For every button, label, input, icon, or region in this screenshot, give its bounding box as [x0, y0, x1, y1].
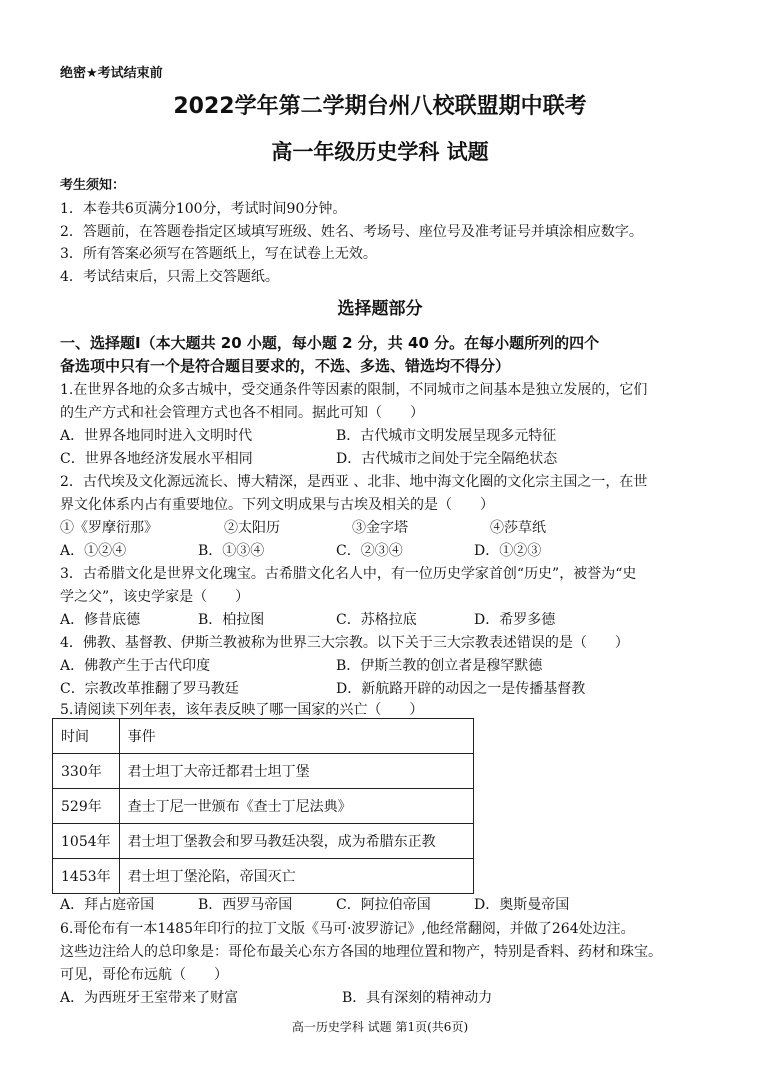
q5-option-a: A．拜占庭帝国 [60, 897, 155, 913]
q2-item-2: ②太阳历 [224, 520, 280, 536]
table-cell-event: 君士坦丁堡沦陷，帝国灭亡 [119, 859, 473, 894]
q2-item-3: ③金字塔 [352, 520, 408, 536]
q4-option-d: D．新航路开辟的动因之一是传播基督教 [336, 681, 586, 697]
q4-option-b: B．伊斯兰教的创立者是穆罕默德 [336, 658, 543, 674]
table-header-event: 事件 [119, 719, 473, 754]
q5-stem: 5.请阅读下列年表，该年表反映了哪一国家的兴亡（ ） [60, 702, 424, 718]
q2-item-4: ④莎草纸 [490, 520, 546, 536]
q6-option-b: B．具有深刻的精神动力 [342, 990, 493, 1006]
table-row [53, 824, 474, 859]
notice-item: 3．所有答案必须写在答题纸上，写在试卷上无效。 [60, 246, 377, 262]
confidential-label: 绝密★考试结束前 [60, 66, 163, 81]
table-row [53, 789, 474, 824]
q5-chronology-table [52, 718, 474, 894]
table-cell-year: 529年 [53, 789, 120, 824]
q1-option-d: D．古代城市之间处于完全隔绝状态 [336, 451, 558, 467]
q3-option-c: C．苏格拉底 [336, 612, 417, 628]
q6-stem-line3: 可见，哥伦布远航（ ） [60, 967, 228, 983]
table-cell-event: 查士丁尼一世颁布《查士丁尼法典》 [119, 789, 473, 824]
notice-heading: 考生须知： [60, 178, 126, 193]
q1-option-b: B．古代城市文明发展呈现多元特征 [336, 428, 557, 444]
q6-stem-line2: 这些边注给人的总印象是：哥伦布最关心东方各国的地理位置和物产，特别是香料、药材和珠宝。 [60, 944, 662, 960]
q1-stem-line2: 的生产方式和社会管理方式也各不相同。据此可知（ ） [60, 405, 424, 421]
q3-option-d: D．希罗多德 [474, 612, 556, 628]
q3-stem-line2: 学之父”，该史学家是（ ） [60, 589, 250, 605]
q5-option-b: B．西罗马帝国 [198, 897, 293, 913]
section-title: 选择题部分 [337, 299, 423, 319]
section-instructions-line1: 一、选择题Ⅰ（本大题共 20 小题，每小题 2 分，共 40 分。在每小题所列的四个 [60, 334, 600, 352]
table-row [53, 754, 474, 789]
section-instructions-line2: 备选项中只有一个是符合题目要求的，不选、多选、错选均不得分） [60, 357, 511, 375]
table-header-row [53, 719, 474, 754]
exam-title: 2022学年第二学期台州八校联盟期中联考 [173, 94, 587, 119]
table-cell-event: 君士坦丁堡教会和罗马教廷决裂，成为希腊东正教 [119, 824, 473, 859]
q3-stem-line1: 3．古希腊文化是世界文化瑰宝。古希腊文化名人中，有一位历史学家首创“历史”，被誉为“史 [60, 566, 637, 582]
q2-option-a: A．①②④ [60, 543, 127, 559]
table-cell-year: 330年 [53, 754, 120, 789]
notice-item: 2．答题前，在答题卷指定区域填写班级、姓名、考场号、座位号及准考证号并填涂相应数字。 [60, 224, 643, 240]
table-cell-event: 君士坦丁大帝迁都君士坦丁堡 [119, 754, 473, 789]
q2-option-d: D．①②③ [474, 543, 542, 559]
q4-option-a: A．佛教产生于古代印度 [60, 658, 211, 674]
q2-item-1: ①《罗摩衍那》 [60, 520, 158, 536]
q1-stem-line1: 1.在世界各地的众多古城中，受交通条件等因素的限制，不同城市之间基本是独立发展的，它们 [60, 382, 648, 398]
q1-option-c: C．世界各地经济发展水平相同 [60, 451, 253, 467]
q2-stem-line2: 界文化体系内占有重要地位。下列文明成果与古埃及相关的是（ ） [60, 497, 494, 513]
q2-stem-line1: 2．古代埃及文化源远流长、博大精深，是西亚 、北非、地中海文化圈的文化宗主国之一，在世 [60, 474, 648, 490]
exam-subtitle: 高一年级历史学科 试题 [271, 140, 489, 164]
q4-option-c: C．宗教改革推翻了罗马教廷 [60, 681, 239, 697]
q2-option-c: C．②③④ [336, 543, 403, 559]
q5-option-d: D．奥斯曼帝国 [474, 897, 570, 913]
q2-option-b: B．①③④ [198, 543, 265, 559]
q4-stem: 4．佛教、基督教、伊斯兰教被称为世界三大宗教。以下关于三大宗教表述错误的是（ ） [60, 635, 629, 651]
q6-option-a: A．为西班牙王室带来了财富 [60, 990, 239, 1006]
q6-stem-line1: 6.哥伦布有一本1485年印行的拉丁文版《马可·波罗游记》,他经常翻阅，并做了264处边注。 [60, 921, 635, 937]
q3-option-a: A．修昔底德 [60, 612, 141, 628]
q5-option-c: C．阿拉伯帝国 [336, 897, 431, 913]
table-cell-year: 1453年 [53, 859, 120, 894]
table-header-time: 时间 [53, 719, 120, 754]
table-row [53, 859, 474, 894]
notice-item: 4．考试结束后，只需上交答题纸。 [60, 269, 279, 285]
q1-option-a: A．世界各地同时进入文明时代 [60, 428, 253, 444]
q3-option-b: B．柏拉图 [198, 612, 265, 628]
page-footer: 高一历史学科 试题 第1页(共6页) [291, 1020, 469, 1034]
notice-item: 1．本卷共6页满分100分，考试时间90分钟。 [60, 201, 347, 217]
table-cell-year: 1054年 [53, 824, 120, 859]
